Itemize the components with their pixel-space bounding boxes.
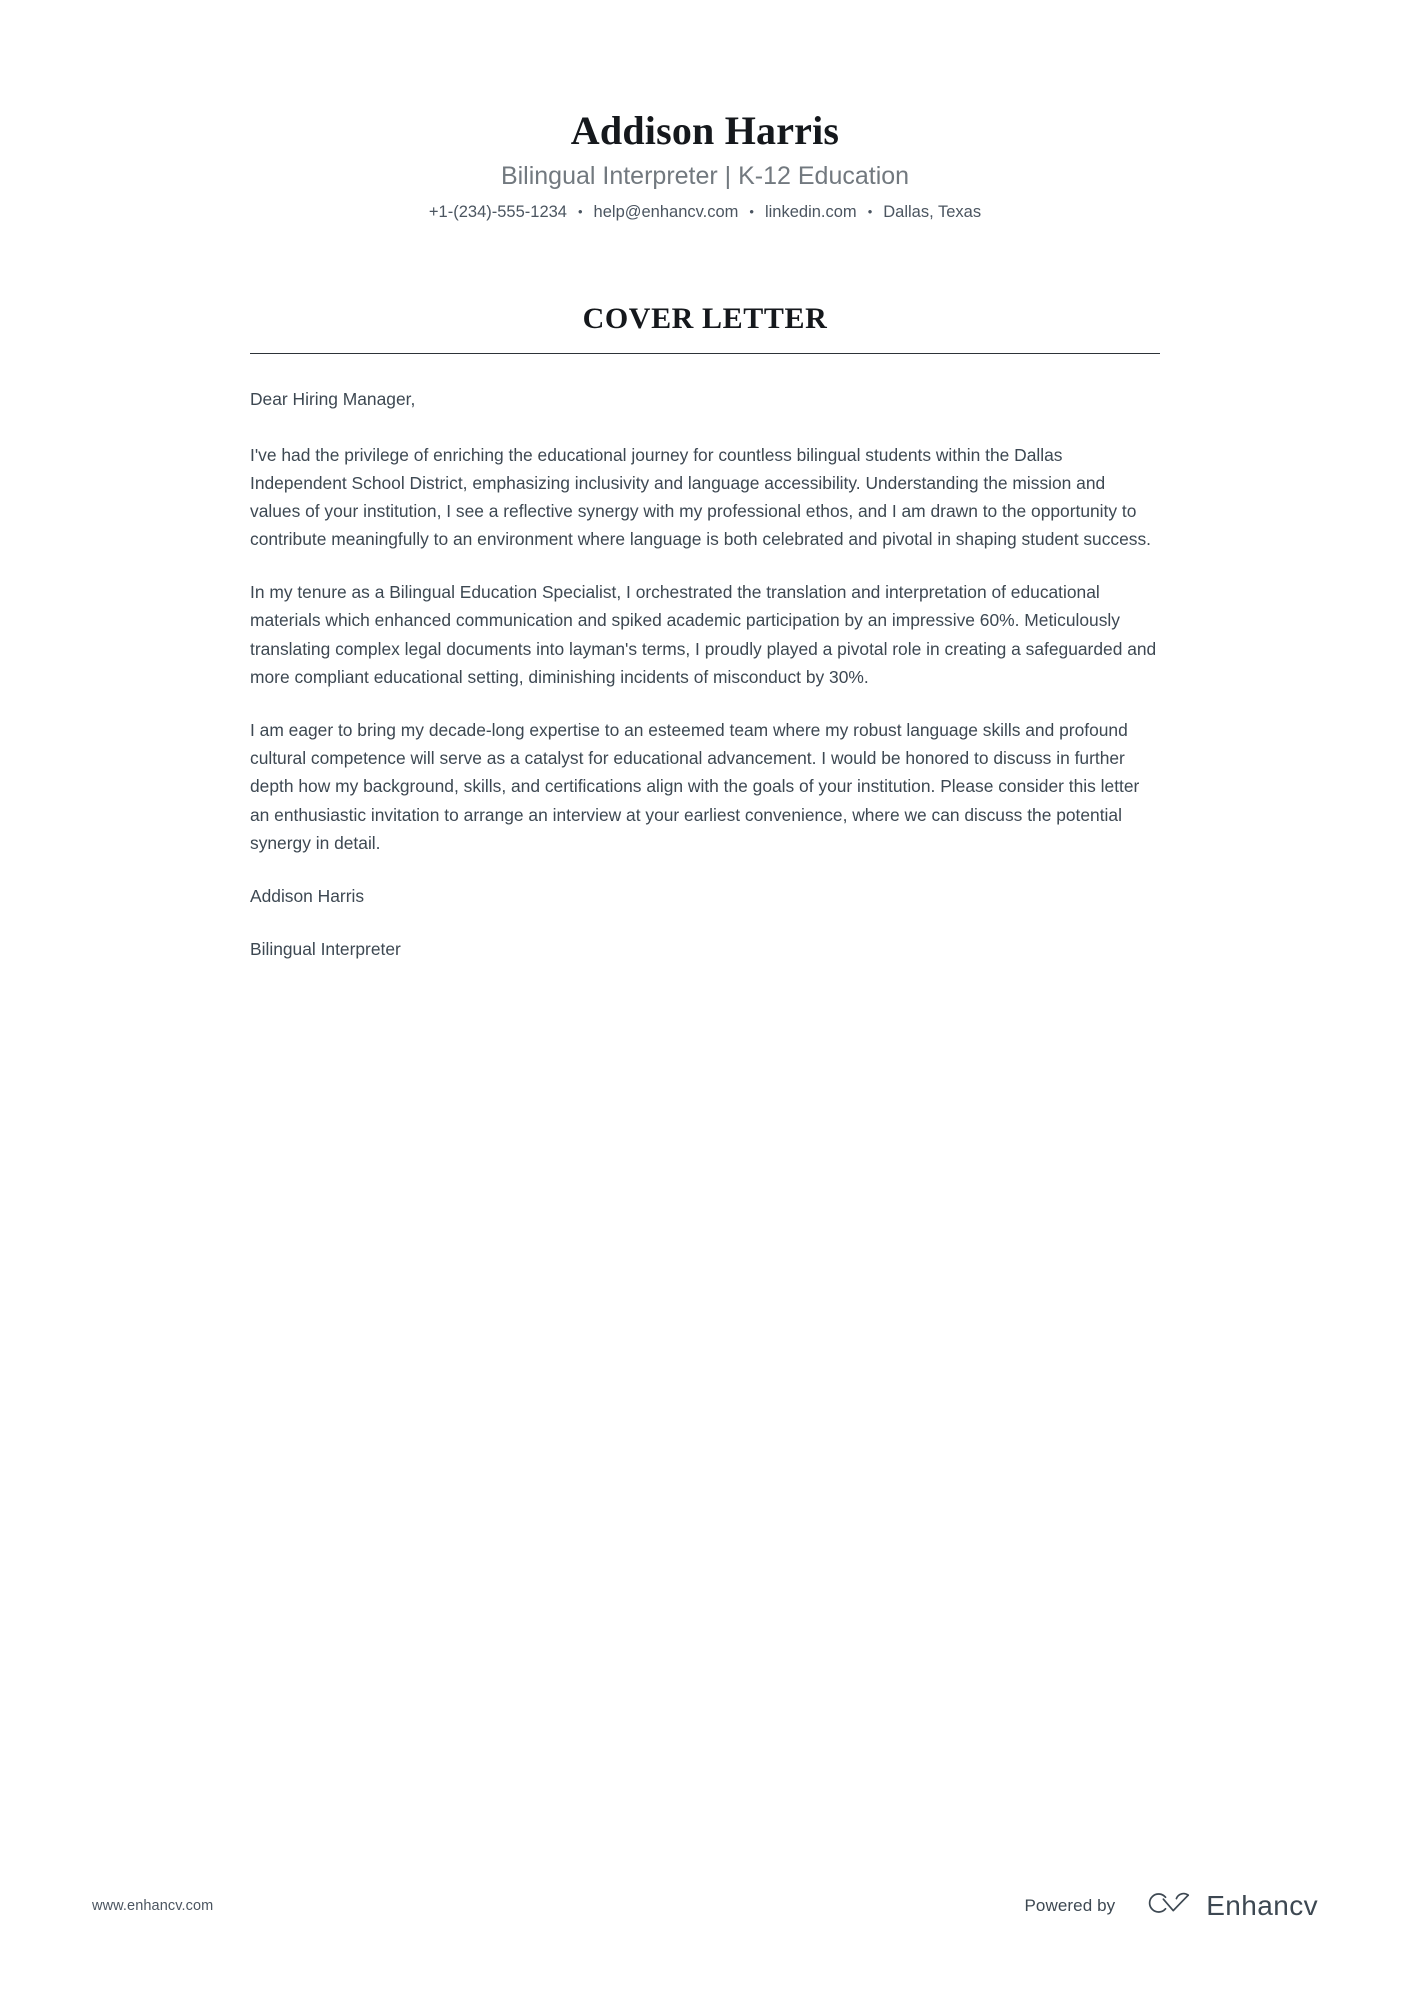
letter-paragraph: I've had the privilege of enriching the educational journey for countless bilingual students within the Dallas Independent School District, emphasizing inclusivity and language accessibility. Understanding the mission and values of your institution, I see a reflective synergy with my professional ethos, and I am drawn to the opportunity to contribute meaningfully to an environment where language is both celebrated and pivotal in shaping student success. [250,444,1152,550]
contact-location: Dallas, Texas [883,203,982,222]
footer-website-url[interactable]: www.enhancv.com [92,1897,214,1914]
candidate-name: Addison Harris [570,108,840,153]
letter-salutation: Dear Hiring Manager, [250,389,416,410]
letter-header [0,0,1410,224]
candidate-role: Bilingual Interpreter | K-12 Education [500,162,910,190]
contact-linkedin: linkedin.com [764,203,857,222]
contact-phone: +1-(234)-555-1234 [428,203,567,222]
enhancv-logo-icon [1143,1888,1195,1923]
letter-paragraph: I am eager to bring my decade-long expertise to an esteemed team where my robust language skills and profound cultural competence will serve as a catalyst for educational advancement. I would be honored to discuss in further depth how my background, skills, and certifications align with the goals of your institution. Please consider this letter an enthusiastic invitation to arrange an interview at your earliest convenience, where we can discuss the potential synergy in detail. [250,720,1140,853]
section-title: COVER LETTER [582,302,828,336]
enhancv-brand-name: Enhancv [1206,1889,1318,1921]
footer-brand[interactable] [1024,1888,1318,1923]
powered-by-label: Powered by [1024,1895,1116,1915]
contact-separator-icon: • [867,204,873,220]
contact-line [0,201,1410,224]
page-footer [0,1888,1410,1923]
contact-separator-icon: • [749,204,754,220]
letter-paragraph: In my tenure as a Bilingual Education Specialist, I orchestrated the translation and interpretation of educational materials which enhanced communication and spiked academic participation by an impressive 60%. Meticulously translating complex legal documents into layman's terms, I proudly played a pivotal role in creating a safeguarded and more compliant educational setting, diminishing incidents of misconduct by 30%. [250,582,1157,687]
contact-email: help@enhancv.com [593,203,739,222]
signature-name: Addison Harris [250,885,365,906]
letter-body [250,354,1160,963]
signature-role: Bilingual Interpreter [250,939,401,960]
section-header [250,224,1160,354]
contact-separator-icon: • [577,204,583,220]
